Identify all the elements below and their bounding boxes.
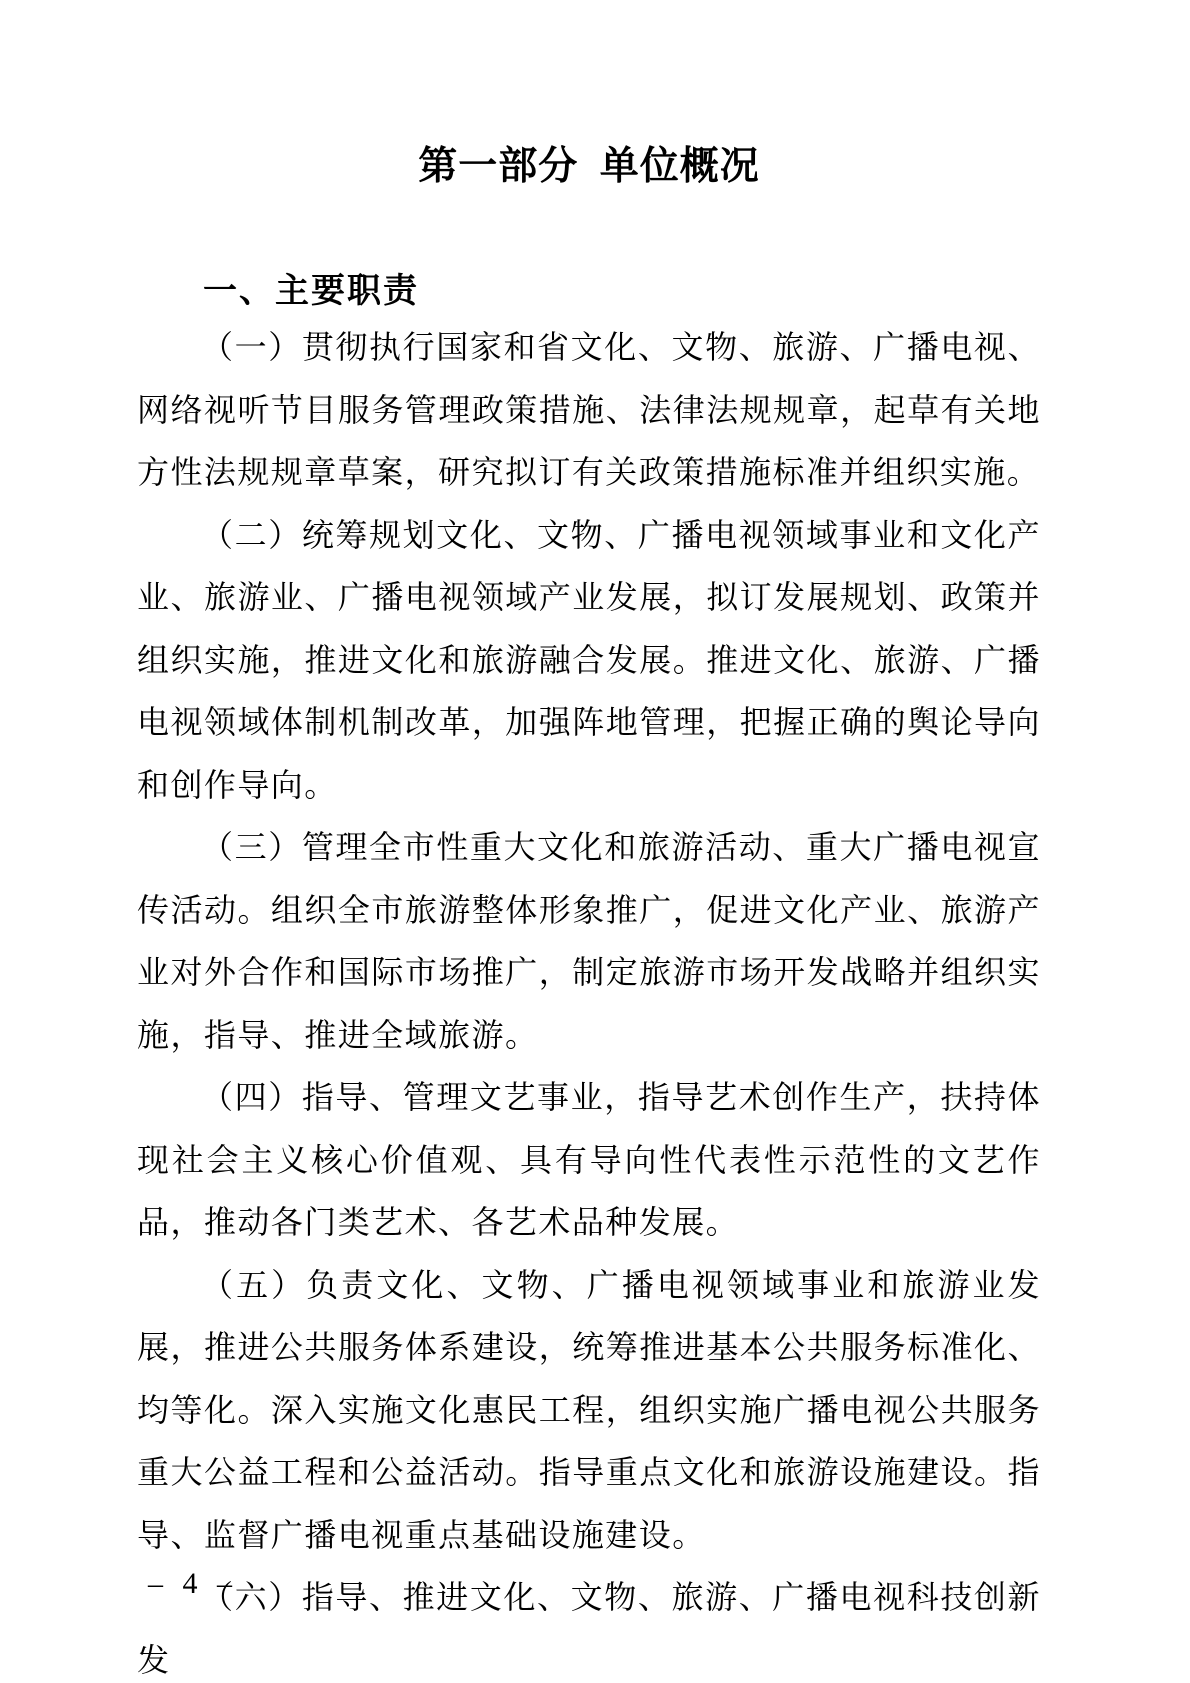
paragraph-item-2: （二）统筹规划文化、文物、广播电视领域事业和文化产业、旅游业、广播电视领域产业发展，拟订发展规划、政策并组织实施，推进文化和旅游融合发展。推进文化、旅游、广播电视领域体制机制改革，加强阵地管理，把握正确的舆论导向和创作导向。 — [137, 516, 1041, 803]
paragraph-item-6: （六）指导、推进文化、文物、旅游、广播电视科技创新发 — [137, 1579, 1041, 1678]
body-text — [137, 316, 1041, 1683]
paragraph-item-1: （一）贯彻执行国家和省文化、文物、旅游、广播电视、网络视听节目服务管理政策措施、法律法规规章，起草有关地方性法规规章草案，研究拟订有关政策措施标准并组织实施。 — [137, 329, 1041, 490]
section-heading-main-duties: 一、主要职责 — [203, 272, 419, 310]
document-content — [137, 0, 1041, 1683]
page-number: – 4 – — [148, 1567, 238, 1600]
paragraph-item-4: （四）指导、管理文艺事业，指导艺术创作生产，扶持体现社会主义核心价值观、具有导向性代表性示范性的文艺作品，推动各门类艺术、各艺术品种发展。 — [137, 1079, 1041, 1240]
paragraph-item-5: （五）负责文化、文物、广播电视领域事业和旅游业发展，推进公共服务体系建设，统筹推进基本公共服务标准化、均等化。深入实施文化惠民工程，组织实施广播电视公共服务重大公益工程和公益活动。指导重点文化和旅游设施建设。指导、监督广播电视重点基础设施建设。 — [137, 1266, 1041, 1553]
document-title: 第一部分 单位概况 — [418, 145, 760, 188]
paragraph-item-3: （三）管理全市性重大文化和旅游活动、重大广播电视宣传活动。组织全市旅游整体形象推广，促进文化产业、旅游产业对外合作和国际市场推广，制定旅游市场开发战略并组织实施，指导、推进全域旅游。 — [137, 829, 1041, 1053]
